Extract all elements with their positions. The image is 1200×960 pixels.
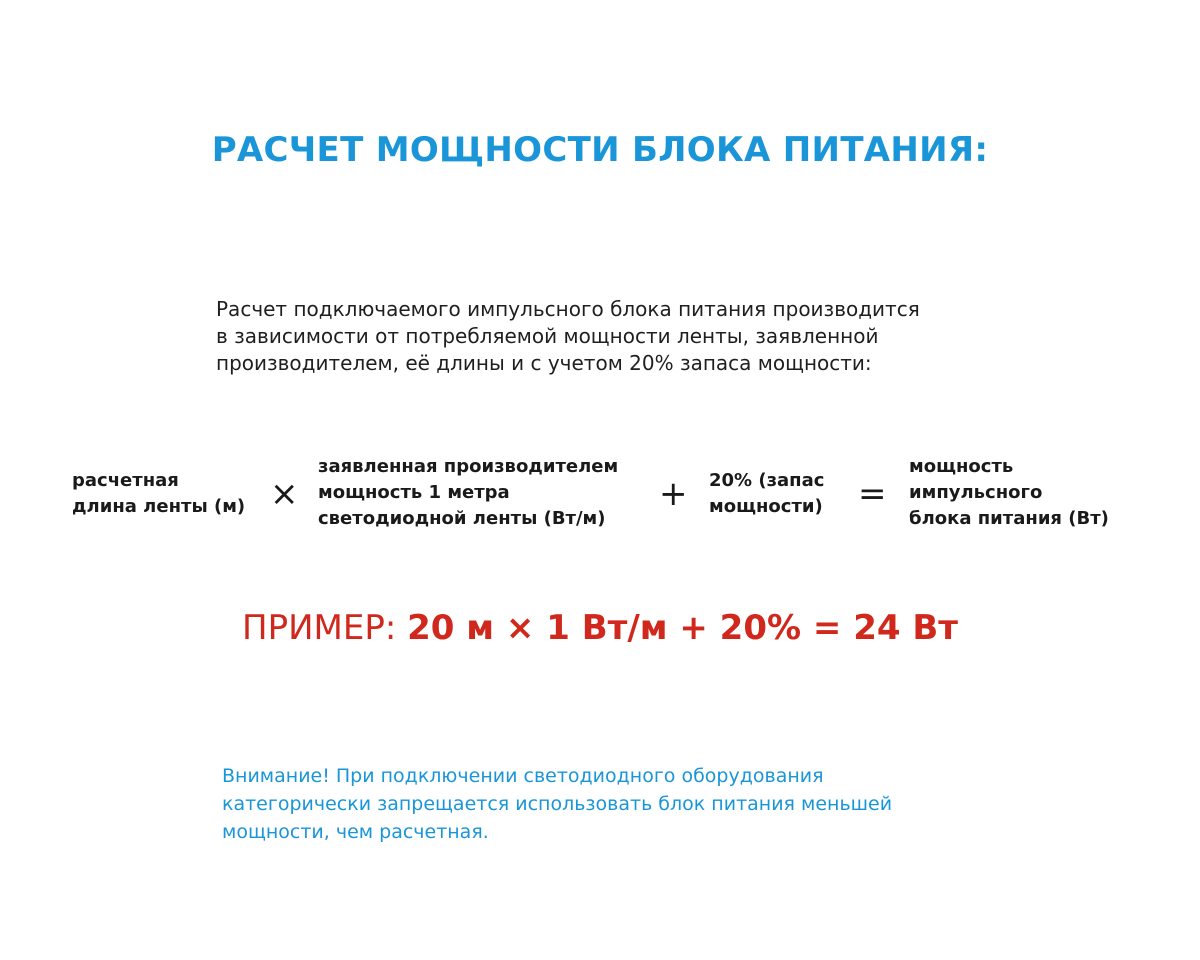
formula-term-line: заявленная производителем — [318, 456, 619, 477]
page-title: РАСЧЕТ МОЩНОСТИ БЛОКА ПИТАНИЯ: — [211, 130, 989, 170]
plus-operator: + — [659, 474, 688, 514]
formula-term-power-per-meter — [318, 454, 618, 532]
formula-term-line: блока питания (Вт) — [909, 508, 1109, 529]
formula-term-line: мощности) — [709, 496, 823, 517]
power-formula — [0, 450, 1200, 540]
formula-result-power-supply — [909, 454, 1109, 532]
formula-term-line: мощность — [909, 456, 1014, 477]
warning-note — [222, 762, 1042, 846]
formula-term-line: светодиодной ленты (Вт/м) — [318, 508, 606, 529]
warning-line: категорически запрещается использовать блок питания меньшей — [222, 793, 893, 815]
formula-term-line: 20% (запас — [709, 470, 825, 491]
example-expression: 20 м × 1 Вт/м + 20% = 24 Вт — [407, 608, 958, 648]
formula-term-line: мощность 1 метра — [318, 482, 510, 503]
formula-term-reserve — [709, 468, 824, 520]
multiply-operator: × — [270, 474, 299, 514]
equals-operator: = — [858, 474, 887, 514]
formula-term-line: длина ленты (м) — [72, 496, 246, 517]
intro-line: Расчет подключаемого импульсного блока питания производится — [216, 297, 920, 321]
formula-term-line: импульсного — [909, 482, 1043, 503]
formula-term-line: расчетная — [72, 470, 179, 491]
formula-term-strip-length — [72, 468, 245, 520]
intro-line: в зависимости от потребляемой мощности ленты, заявленной — [216, 324, 879, 348]
warning-line: мощности, чем расчетная. — [222, 821, 489, 843]
example-calculation — [0, 604, 1200, 652]
warning-line: Внимание! При подключении светодиодного оборудования — [222, 765, 824, 787]
intro-line: производителем, её длины и с учетом 20% запаса мощности: — [216, 351, 872, 375]
intro-paragraph — [216, 296, 1016, 377]
example-label: ПРИМЕР: — [242, 608, 397, 648]
